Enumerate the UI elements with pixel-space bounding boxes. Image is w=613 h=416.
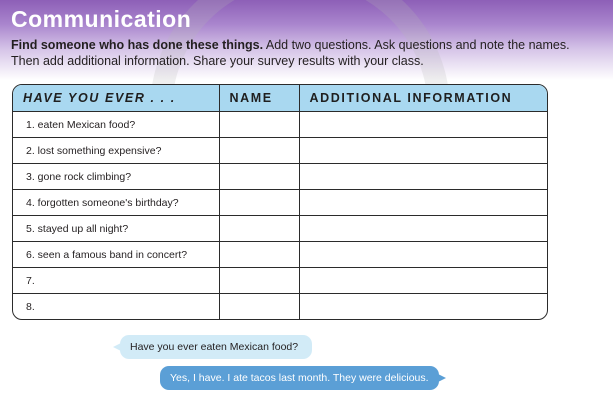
name-cell[interactable] — [219, 164, 299, 190]
table-row — [13, 138, 547, 164]
info-cell[interactable] — [299, 294, 547, 320]
speech-bubble-answer: Yes, I have. I ate tacos last month. They were delicious. — [160, 366, 439, 390]
survey-table — [12, 84, 548, 320]
speech-bubble-question: Have you ever eaten Mexican food? — [120, 335, 312, 359]
table-row — [13, 216, 547, 242]
question-cell: 1. eaten Mexican food? — [13, 112, 219, 138]
info-cell[interactable] — [299, 190, 547, 216]
info-cell[interactable] — [299, 268, 547, 294]
section-title: Communication — [11, 6, 192, 32]
question-cell: 3. gone rock climbing? — [13, 164, 219, 190]
name-cell[interactable] — [219, 294, 299, 320]
info-cell[interactable] — [299, 138, 547, 164]
header-additional-information: ADDITIONAL INFORMATION — [299, 85, 547, 112]
question-cell: 2. lost something expensive? — [13, 138, 219, 164]
question-cell: 6. seen a famous band in concert? — [13, 242, 219, 268]
instructions-bold: Find someone who has done these things. — [11, 38, 264, 52]
info-cell[interactable] — [299, 164, 547, 190]
name-cell[interactable] — [219, 138, 299, 164]
table-row — [13, 112, 547, 138]
name-cell[interactable] — [219, 268, 299, 294]
instructions-text: Add two questions. Ask questions and note the names. Then add additional information. Share your survey results with your class. — [11, 38, 570, 68]
table-row — [13, 164, 547, 190]
header-name: NAME — [219, 85, 299, 112]
name-cell[interactable] — [219, 216, 299, 242]
header-have-you-ever: HAVE YOU EVER . . . — [13, 85, 219, 112]
instructions — [11, 37, 601, 69]
info-cell[interactable] — [299, 216, 547, 242]
question-cell[interactable]: 7. — [13, 268, 219, 294]
info-cell[interactable] — [299, 242, 547, 268]
info-cell[interactable] — [299, 112, 547, 138]
table-row — [13, 190, 547, 216]
table-header-row — [13, 85, 547, 112]
question-cell[interactable]: 8. — [13, 294, 219, 320]
name-cell[interactable] — [219, 242, 299, 268]
name-cell[interactable] — [219, 112, 299, 138]
question-cell: 4. forgotten someone's birthday? — [13, 190, 219, 216]
table-row — [13, 268, 547, 294]
table-row — [13, 294, 547, 320]
table-row — [13, 242, 547, 268]
name-cell[interactable] — [219, 190, 299, 216]
question-cell: 5. stayed up all night? — [13, 216, 219, 242]
